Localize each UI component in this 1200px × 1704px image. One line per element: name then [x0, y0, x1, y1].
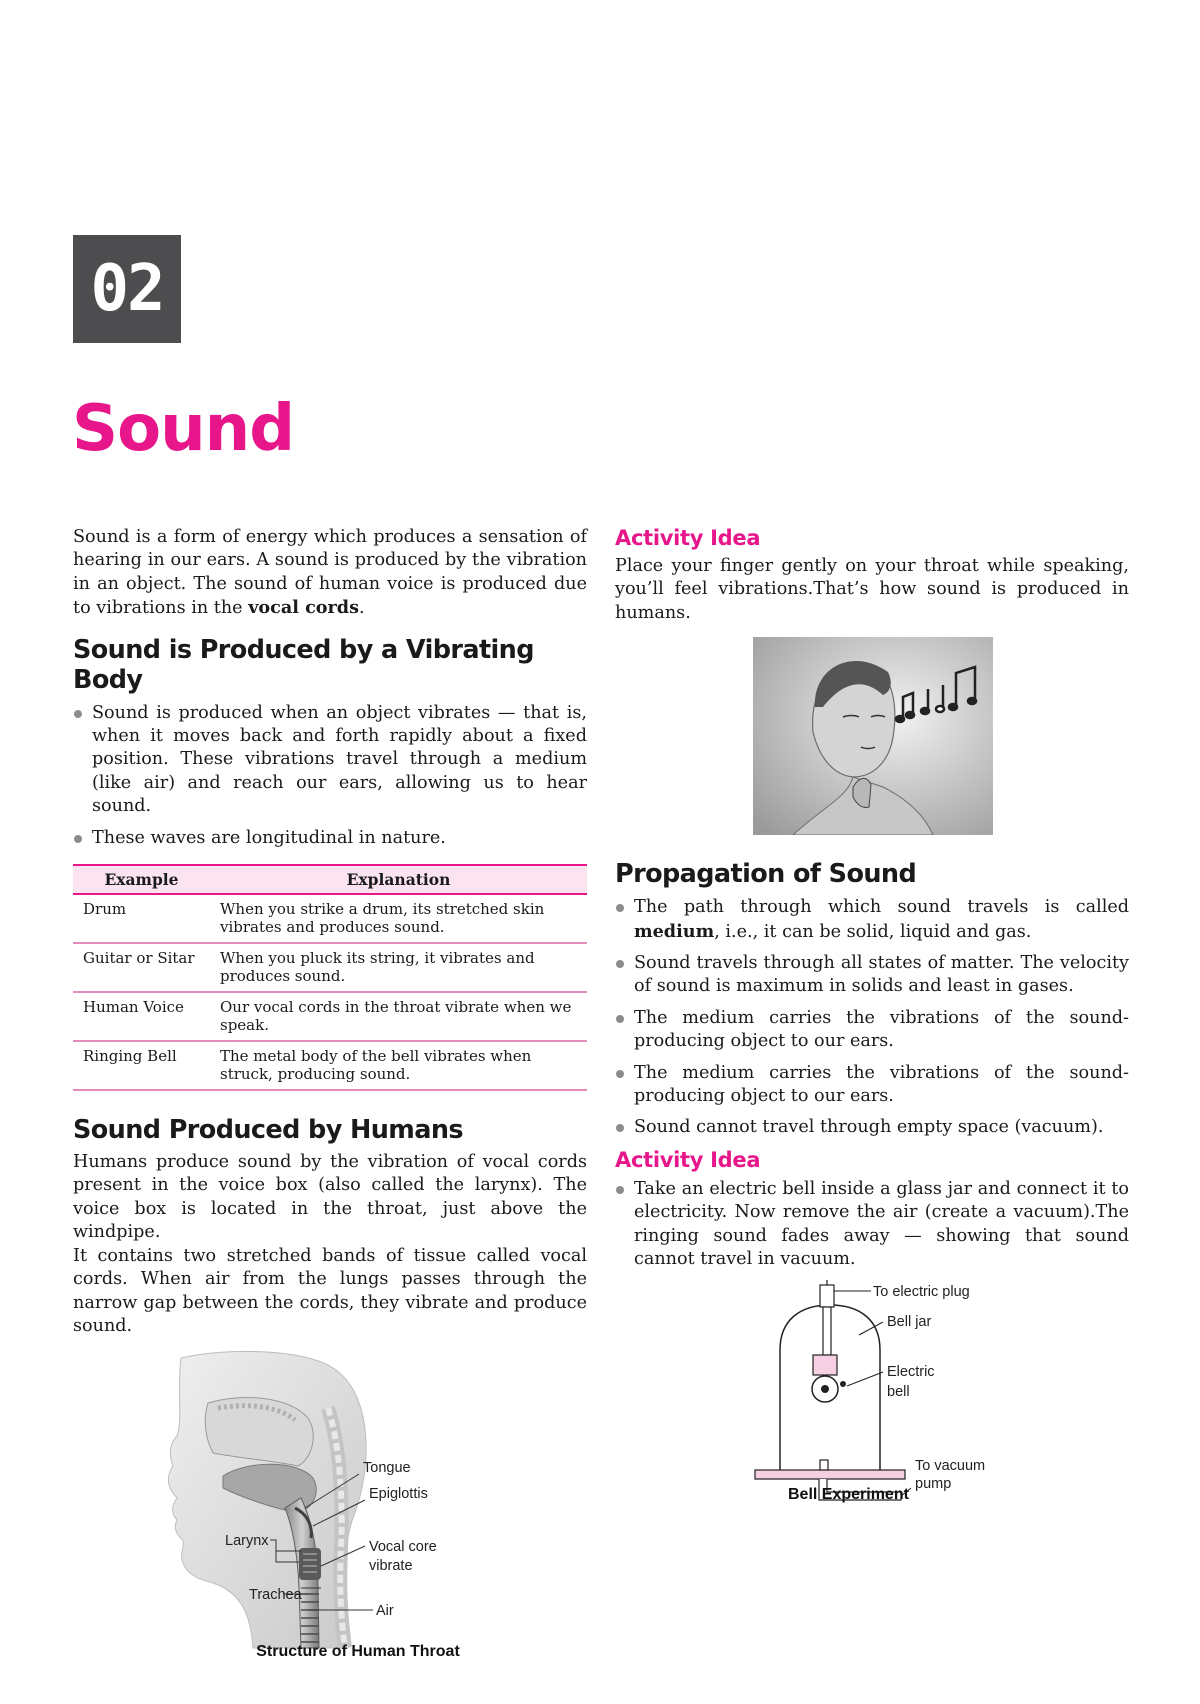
humans-paragraph-1: Humans produce sound by the vibration of vocal cords present in the voice box (also called the larynx). The voice box is located in the throat, just above the windpipe.: [73, 1152, 587, 1243]
label-trachea: Trachea: [249, 1587, 302, 1604]
activity-bullets-2: [615, 1178, 1129, 1272]
singing-person-illustration: [753, 637, 993, 835]
bell-caption: Bell Experiment: [788, 1485, 909, 1503]
activity-heading-1: Activity Idea: [615, 526, 761, 550]
label-vocal-line2: vibrate: [369, 1558, 413, 1575]
table-header-example: Example: [73, 865, 210, 894]
list-item: These waves are longitudinal in nature.: [73, 827, 587, 850]
chapter-number-badge: 02: [73, 235, 181, 343]
intro-paragraph: Sound is a form of energy which produces a sensation of hearing in our ears. A sound is produced by the vibration in an object. The sound of human voice is produced due to vibrations in the vocal cords.: [73, 527, 587, 619]
table-row: Ringing Bell The metal body of the bell vibrates when struck, producing sound.: [73, 1041, 587, 1090]
intro-bold-term: vocal cords: [248, 597, 359, 619]
table-header-explanation: Explanation: [210, 865, 587, 894]
list-item: Sound cannot travel through empty space (vacuum).: [615, 1116, 1129, 1139]
label-electric-bell-1: Electric: [887, 1363, 935, 1380]
propagation-bullets: [615, 896, 1129, 1140]
list-item: The medium carries the vibrations of the sound-producing object to our ears.: [615, 1062, 1129, 1109]
list-item: Sound travels through all states of matter. The velocity of sound is maximum in solids and least in gases.: [615, 952, 1129, 999]
throat-diagram: [73, 1348, 587, 1668]
heading-propagation: Propagation of Sound: [615, 859, 917, 890]
list-item: Sound is produced when an object vibrates — that is, when it moves back and forth rapidly about a fixed position. These vibrations travel through a medium (like air) and reach our ears, allowing us to hear sound.: [73, 702, 587, 819]
label-vacuum-pump-1: To vacuum: [915, 1457, 986, 1474]
humans-paragraph-2: It contains two stretched bands of tissue called vocal cords. When air from the lungs passes through the narrow gap between the cords, they vibrate and produce sound.: [73, 1245, 587, 1336]
list-item: The medium carries the vibrations of the sound-producing object to our ears.: [615, 1007, 1129, 1054]
bell-jar-diagram: [615, 1280, 1129, 1520]
list-item: The path through which sound travels is called medium, i.e., it can be solid, liquid and gas.: [615, 896, 1129, 944]
activity-text-1: Place your finger gently on your throat while speaking, you’ll feel vibrations.That’s how sound is produced in humans.: [615, 556, 1129, 623]
chapter-title: Sound: [72, 392, 294, 466]
heading-sound-humans: Sound Produced by Humans: [73, 1115, 464, 1146]
label-tongue: Tongue: [363, 1460, 411, 1477]
label-vocal-line1: Vocal core: [369, 1539, 437, 1556]
examples-table: [73, 864, 587, 1091]
label-epiglottis: Epiglottis: [369, 1486, 428, 1503]
label-electric-plug: To electric plug: [873, 1283, 970, 1300]
activity-heading-2: Activity Idea: [615, 1147, 761, 1172]
label-bell-jar: Bell jar: [887, 1313, 932, 1330]
table-row: Drum When you strike a drum, its stretched skin vibrates and produces sound.: [73, 894, 587, 943]
vibrating-bullets: [73, 702, 587, 850]
table-row: Guitar or Sitar When you pluck its string, it vibrates and produces sound.: [73, 943, 587, 992]
label-larynx: Larynx: [225, 1533, 269, 1550]
heading-vibrating-body: Sound is Produced by a Vibrating Body: [73, 634, 534, 695]
throat-caption: Structure of Human Throat: [256, 1643, 460, 1661]
left-column: [73, 526, 587, 1668]
list-item: Take an electric bell inside a glass jar and connect it to electricity. Now remove the air (create a vacuum).The ringing sound fades away — showing that sound cannot travel in vacuum.: [615, 1178, 1129, 1272]
label-electric-bell-2: bell: [887, 1383, 910, 1400]
table-row: Human Voice Our vocal cords in the throat vibrate when we speak.: [73, 992, 587, 1041]
right-column: [615, 526, 1129, 1520]
label-air: Air: [376, 1603, 394, 1620]
label-vacuum-pump-2: pump: [915, 1475, 952, 1492]
